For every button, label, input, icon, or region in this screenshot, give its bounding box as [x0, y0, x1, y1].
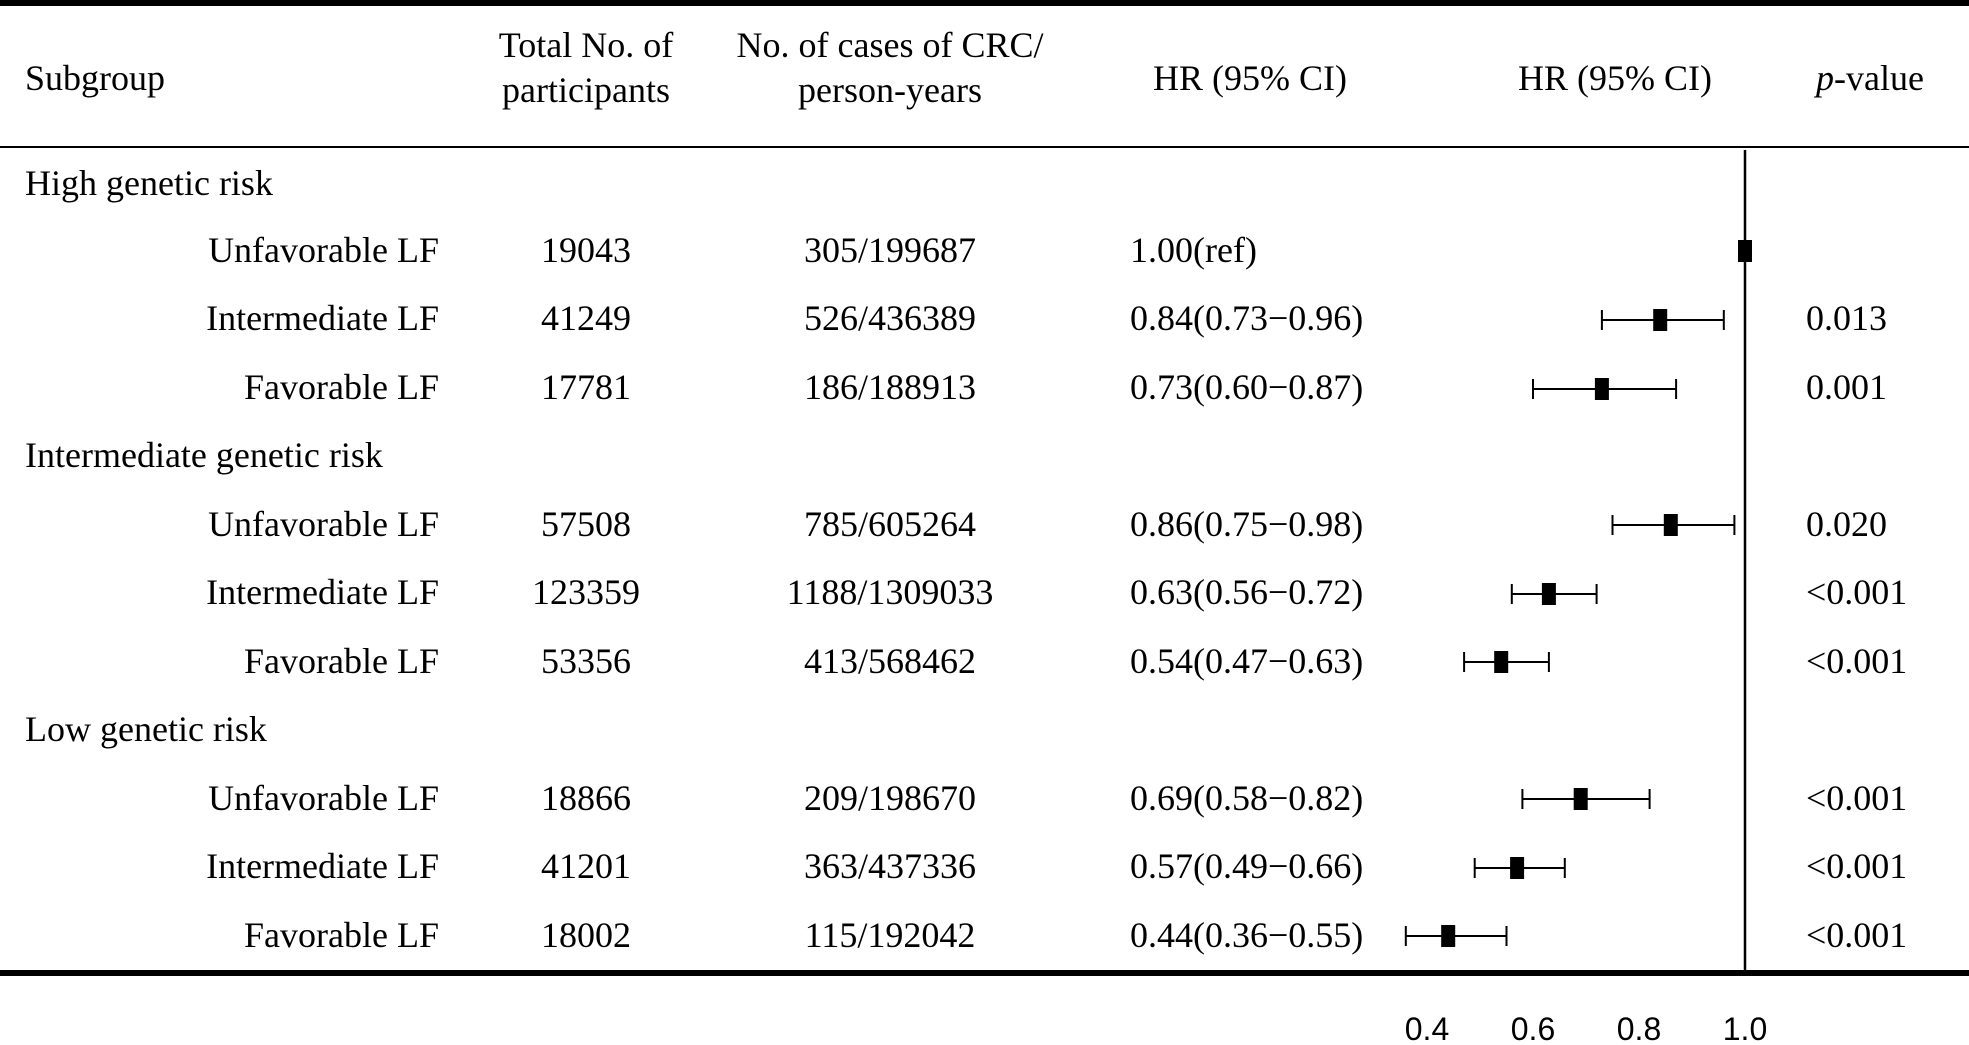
- row-cases: 413/568462: [803, 641, 976, 681]
- hr-point: [1653, 309, 1667, 331]
- row-total: 18002: [541, 915, 631, 955]
- row-p-value: <0.001: [1806, 641, 1908, 681]
- row-cases: 363/437336: [803, 846, 976, 886]
- row-hr-text: 0.69(0.58−0.82): [1130, 778, 1364, 818]
- hr-point: [1574, 788, 1588, 810]
- header-cases-line2: person-years: [798, 70, 982, 110]
- row-subgroup: Intermediate LF: [206, 846, 439, 886]
- row-total: 19043: [541, 230, 631, 270]
- row-total: 17781: [541, 367, 631, 407]
- row-total: 53356: [541, 641, 631, 681]
- row-p-value: <0.001: [1806, 778, 1908, 818]
- hr-point: [1595, 378, 1609, 400]
- row-total: 123359: [532, 572, 640, 612]
- row-hr-text: 0.86(0.75−0.98): [1130, 504, 1364, 544]
- group-label: Low genetic risk: [25, 709, 267, 749]
- header-hr-text: HR (95% CI): [1153, 58, 1347, 98]
- row-cases: 209/198670: [803, 778, 976, 818]
- x-tick-label: 0.6: [1510, 1011, 1556, 1045]
- row-subgroup: Unfavorable LF: [208, 778, 439, 818]
- row-p-value: 0.001: [1806, 367, 1887, 407]
- row-cases: 526/436389: [803, 298, 976, 338]
- row-subgroup: Favorable LF: [244, 915, 439, 955]
- row-cases: 186/188913: [803, 367, 976, 407]
- row-cases: 305/199687: [803, 230, 976, 270]
- row-subgroup: Unfavorable LF: [208, 230, 439, 270]
- row-subgroup: Intermediate LF: [206, 298, 439, 338]
- hr-point: [1441, 925, 1455, 947]
- group-label: Intermediate genetic risk: [25, 435, 383, 475]
- row-total: 18866: [541, 778, 631, 818]
- row-total: 41249: [541, 298, 631, 338]
- header-p-rest: -value: [1834, 58, 1924, 98]
- header-total-line2: participants: [502, 70, 670, 110]
- row-hr-text: 0.54(0.47−0.63): [1130, 641, 1364, 681]
- hr-point: [1738, 240, 1752, 262]
- row-subgroup: Intermediate LF: [206, 572, 439, 612]
- x-tick-label: 0.4: [1404, 1011, 1450, 1045]
- row-p-value: 0.020: [1806, 504, 1887, 544]
- row-p-value: <0.001: [1806, 572, 1908, 612]
- row-p-value: <0.001: [1806, 915, 1908, 955]
- hr-point: [1542, 583, 1556, 605]
- row-hr-text: 0.73(0.60−0.87): [1130, 367, 1364, 407]
- header-cases-line1: No. of cases of CRC/: [736, 25, 1044, 65]
- header-total-line1: Total No. of: [498, 25, 674, 65]
- row-cases: 1188/1309033: [786, 572, 994, 612]
- row-hr-text: 0.57(0.49−0.66): [1130, 846, 1364, 886]
- row-hr-text: 0.84(0.73−0.96): [1130, 298, 1364, 338]
- row-subgroup: Unfavorable LF: [208, 504, 439, 544]
- group-label: High genetic risk: [25, 163, 273, 203]
- hr-point: [1494, 651, 1508, 673]
- row-hr-text: 0.63(0.56−0.72): [1130, 572, 1364, 612]
- row-cases: 115/192042: [804, 915, 976, 955]
- hr-point: [1510, 857, 1524, 879]
- hr-point: [1664, 514, 1678, 536]
- header-p-italic: p: [1816, 58, 1835, 98]
- row-cases: 785/605264: [803, 504, 976, 544]
- x-tick-label: 1.0: [1722, 1011, 1768, 1045]
- row-total: 57508: [541, 504, 631, 544]
- x-tick-label: 0.8: [1616, 1011, 1662, 1045]
- row-total: 41201: [541, 846, 631, 886]
- row-subgroup: Favorable LF: [244, 367, 439, 407]
- row-hr-text: 1.00(ref): [1130, 230, 1257, 270]
- row-subgroup: Favorable LF: [244, 641, 439, 681]
- header-subgroup: Subgroup: [25, 58, 166, 98]
- row-p-value: 0.013: [1806, 298, 1887, 338]
- row-hr-text: 0.44(0.36−0.55): [1130, 915, 1364, 955]
- row-p-value: <0.001: [1806, 846, 1908, 886]
- header-hr-plot: HR (95% CI): [1518, 58, 1712, 98]
